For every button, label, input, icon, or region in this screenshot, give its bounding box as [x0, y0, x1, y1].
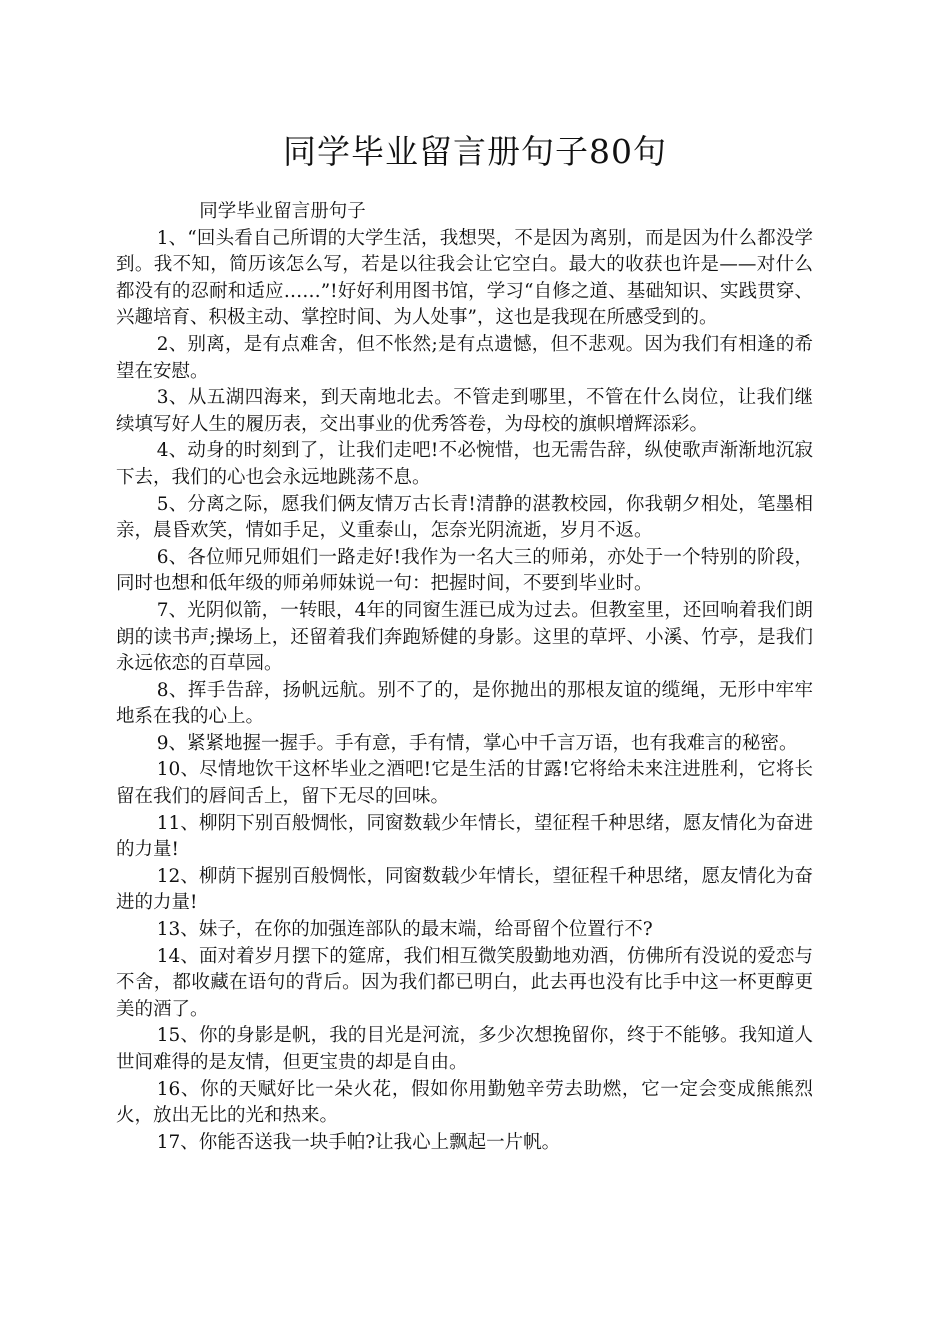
- paragraph: 8、挥手告辞，扬帆远航。别不了的，是你抛出的那根友谊的缆绳，无形中牢牢地系在我的心上。: [116, 679, 813, 728]
- document-body: [116, 199, 813, 1156]
- paragraph: 7、光阴似箭，一转眼，4年的同窗生涯已成为过去。但教室里，还回响着我们朗朗的读书声;操场上，还留着我们奔跑矫健的身影。这里的草坪、小溪、竹亭，是我们永远依恋的百草园。: [116, 599, 813, 675]
- document-title: 同学毕业留言册句子80句: [283, 132, 667, 171]
- paragraph: 1、“回头看自己所谓的大学生活，我想哭，不是因为离别，而是因为什么都没学到。我不知，简历该怎么写，若是以往我会让它空白。最大的收获也许是——对什么都没有的忍耐和适应……”!好好利用图书馆，学习“自修之道、基础知识、实践贯穿、兴趣培育、积极主动、掌控时间、为人处事”，这也是我现在所感受到的。: [116, 227, 813, 329]
- document-subtitle: 同学毕业留言册句子: [199, 201, 366, 222]
- paragraph: 11、柳阴下别百般惆怅，同窗数载少年情长，望征程千种思绪，愿友情化为奋进的力量!: [116, 812, 813, 861]
- paragraph: 3、从五湖四海来，到天南地北去。不管走到哪里，不管在什么岗位，让我们继续填写好人生的履历表，交出事业的优秀答卷，为母校的旗帜增辉添彩。: [116, 387, 813, 435]
- paragraph: 13、妹子，在你的加强连部队的最末端，给哥留个位置行不?: [156, 919, 653, 941]
- paragraph: 4、动身的时刻到了，让我们走吧!不必惋惜，也无需告辞，纵使歌声渐渐地沉寂下去，我们的心也会永远地跳荡不息。: [116, 440, 813, 488]
- paragraph: 5、分离之际，愿我们俩友情万古长青!清静的湛教校园，你我朝夕相处，笔墨相亲，晨昏欢笑，情如手足，义重泰山，怎奈光阴流逝，岁月不返。: [116, 493, 813, 542]
- paragraph: 2、别离，是有点难舍，但不怅然;是有点遗憾，但不悲观。因为我们有相逢的希望在安慰。: [116, 333, 813, 382]
- paragraph: 14、面对着岁月摆下的筵席，我们相互微笑殷勤地劝酒，仿佛所有没说的爱恋与不舍，都收藏在语句的背后。因为我们都已明白，此去再也没有比手中这一杯更醇更美的酒了。: [116, 945, 813, 1020]
- paragraph: 9、紧紧地握一握手。手有意，手有情，掌心中千言万语，也有我难言的秘密。: [156, 732, 798, 754]
- paragraph: 12、柳荫下握别百般惆怅，同窗数载少年情长，望征程千种思绪，愿友情化为奋进的力量!: [116, 865, 813, 914]
- paragraph: 10、尽情地饮干这杯毕业之酒吧!它是生活的甘露!它将给未来注进胜利，它将长留在我们的唇间舌上，留下无尽的回味。: [116, 759, 813, 808]
- paragraph: 15、你的身影是帆，我的目光是河流，多少次想挽留你，终于不能够。我知道人世间难得的是友情，但更宝贵的却是自由。: [116, 1025, 813, 1073]
- paragraph: 6、各位师兄师姐们一路走好!我作为一名大三的师弟，亦处于一个特别的阶段，同时也想和低年级的师弟师妹说一句：把握时间，不要到毕业时。: [116, 546, 813, 595]
- paragraph: 16、你的天赋好比一朵火花，假如你用勤勉辛劳去助燃，它一定会变成熊熊烈火，放出无比的光和热来。: [116, 1078, 813, 1127]
- paragraph: 17、你能否送我一块手帕?让我心上飘起一片帆。: [156, 1131, 561, 1153]
